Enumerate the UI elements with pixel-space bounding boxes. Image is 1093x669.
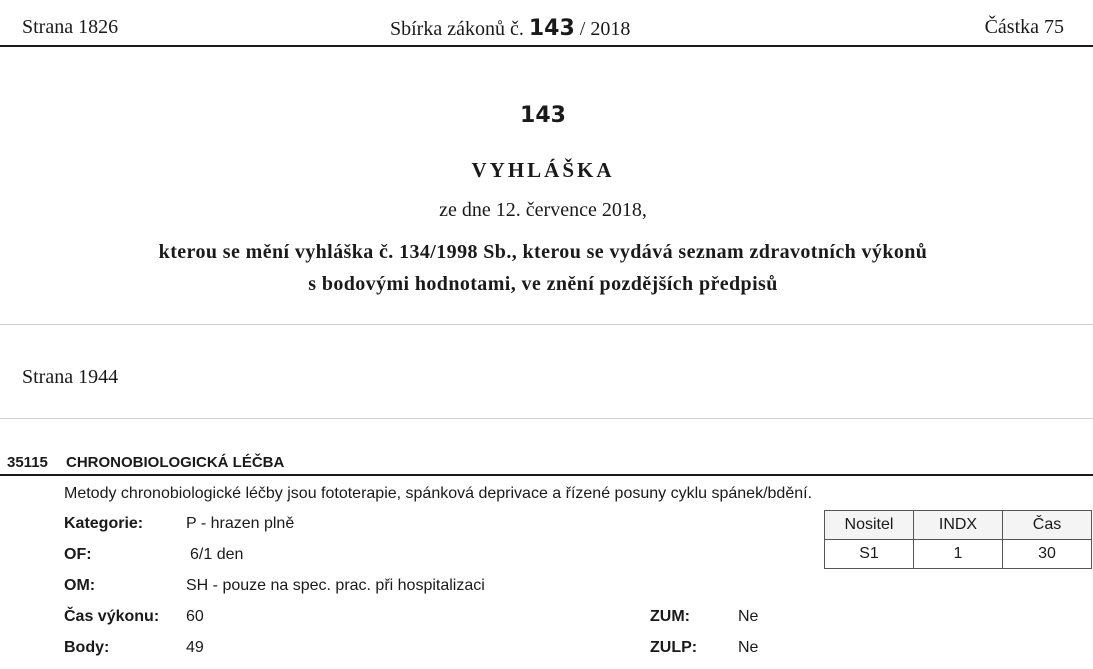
of-value: 6/1 den	[190, 546, 244, 563]
header-collection	[390, 16, 630, 41]
cas-vykonu-value: 60	[186, 608, 204, 625]
procedure-code: 35115	[7, 454, 48, 471]
decree-date: ze dne 12. července 2018,	[439, 199, 647, 221]
decree-number: 143	[520, 103, 566, 128]
decree-subtitle-line2: s bodovými hodnotami, ve znění pozdějších předpisů	[308, 273, 778, 295]
header-divider	[0, 45, 1093, 47]
page-header	[22, 12, 1064, 42]
table-cell-nositel: S1	[825, 540, 914, 569]
section-divider-top	[0, 324, 1093, 325]
om-label: OM:	[64, 577, 96, 594]
table-header-indx: INDX	[914, 511, 1003, 540]
zum-value: Ne	[738, 608, 759, 625]
decree-subtitle-line1: kterou se mění vyhláška č. 134/1998 Sb., kterou se vydává seznam zdravotních výkonů	[158, 241, 928, 263]
table-header-row	[825, 511, 1092, 540]
kategorie-label: Kategorie:	[64, 515, 144, 532]
section-divider-bottom	[0, 418, 1093, 419]
table-header-nositel: Nositel	[825, 511, 914, 540]
decree-subtitle	[0, 236, 1086, 300]
decree-kind: VYHLÁŠKA	[471, 158, 615, 182]
table-header-cas: Čas	[1003, 511, 1092, 540]
of-label: OF:	[64, 546, 92, 563]
header-collection-number: 143	[528, 16, 575, 41]
header-page-number: Strana 1826	[22, 16, 119, 38]
page-reference: Strana 1944	[22, 366, 119, 388]
body-value: 49	[186, 639, 204, 656]
table-row	[825, 540, 1092, 569]
header-collection-suffix: / 2018	[579, 18, 631, 40]
table-cell-indx: 1	[914, 540, 1003, 569]
zulp-label: ZULP:	[650, 639, 698, 656]
header-part: Částka 75	[984, 16, 1064, 38]
staff-table	[824, 510, 1092, 569]
body-label: Body:	[64, 639, 110, 656]
zum-label: ZUM:	[650, 608, 690, 625]
kategorie-value: P - hrazen plně	[186, 515, 295, 532]
header-collection-prefix: Sbírka zákonů č.	[390, 18, 524, 40]
table-cell-cas: 30	[1003, 540, 1092, 569]
procedure-divider	[0, 474, 1093, 476]
zulp-value: Ne	[738, 639, 759, 656]
cas-vykonu-label: Čas výkonu:	[64, 608, 160, 625]
om-value: SH - pouze na spec. prac. při hospitalizaci	[186, 577, 485, 594]
procedure-name: CHRONOBIOLOGICKÁ LÉČBA	[66, 454, 285, 471]
procedure-description: Metody chronobiologické léčby jsou fototerapie, spánková deprivace a řízené posuny cyklu spánek/bdění.	[64, 485, 813, 502]
